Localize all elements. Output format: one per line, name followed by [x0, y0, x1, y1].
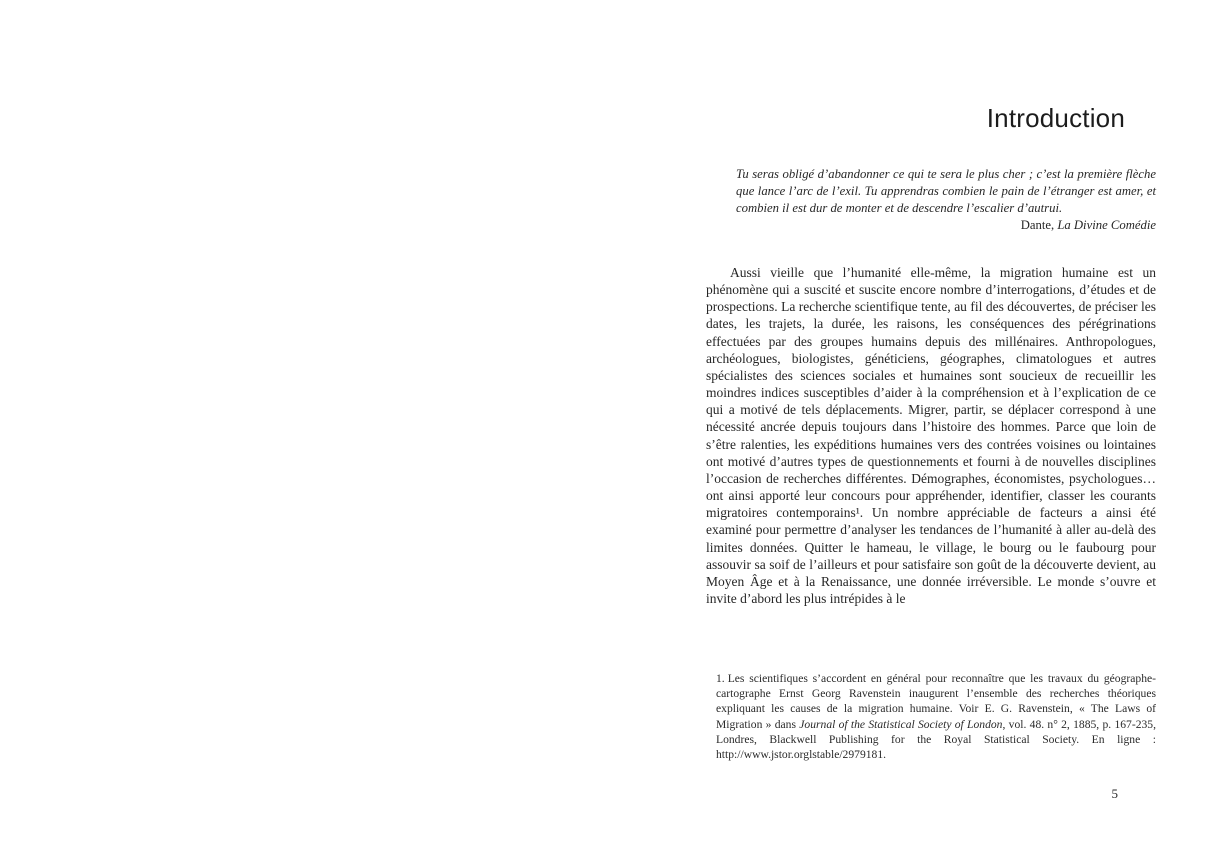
epigraph-attribution — [736, 217, 1156, 234]
footnote-journal-title: Journal of the Statistical Society of London — [799, 717, 1003, 731]
footnote-marker: 1. — [716, 672, 725, 685]
footnote-text-after: , vol. 48. n° 2, 1885, p. 167-235, Londres, Blackwell Publishing for the Royal Statistical Society. En ligne : http://www.jstor.orglstable/2979181. — [716, 717, 1156, 762]
body-paragraph: Aussi vieille que l’humanité elle-même, la migration humaine est un phénomène qui a suscité et suscite encore nombre d’interrogations, d’études et de prospections. La recherche scientifique tente, au fil des découvertes, de préciser les dates, les trajets, la durée, les raisons, les conséquences des pérégrinations effectuées par des groupes humains depuis des millénaires. Anthropologues, archéologues, biologistes, généticiens, géographes, climatologues et autres spécialistes des sciences sociales et humaines sont soucieux de recueillir les moindres indices susceptibles d’aider à la compréhension et à l’explication de ce qui a motivé de tels déplacements. Migrer, partir, se déplacer correspond à une nécessité ancrée depuis toujours dans l’histoire des hommes. Parce que loin de s’être ralenties, les expéditions humaines vers des contrées voisines ou lointaines ont motivé d’autres types de questionnements et fourni à de nouvelles disciplines l’occasion de recherches différentes. Démographes, économistes, psychologues… ont ainsi apporté leur concours pour appréhender, identifier, classer les courants migratoires contemporains¹. Un nombre appréciable de facteurs a ainsi été examiné pour permettre d’analyser les tendances de l’humanité à aller au-delà des limites données. Quitter le hameau, le village, le bourg ou le faubourg pour assouvir sa soif de l’ailleurs et pour satisfaire son goût de la découverte devient, au Moyen Âge et à la Renaissance, une donnée irréversible. Le monde s’ouvre et invite d’abord les plus intrépides à le — [706, 265, 1156, 606]
footnote — [716, 671, 1156, 762]
page-number: 5 — [1111, 786, 1118, 801]
epigraph-author: Dante, — [1020, 218, 1058, 232]
chapter-title: Introduction — [986, 103, 1125, 133]
epigraph — [736, 166, 1156, 234]
epigraph-work-title: La Divine Comédie — [1057, 218, 1156, 232]
footnote-text: Les scientifiques s’accordent en général pour reconnaître que les travaux du géographe-cartographe Ernst Georg Ravenstein inaugurent l’ensemble des recherches théoriques expliquant les causes de la migration humaine. Voir E. G. Ravenstein, « The Laws of Migration » dans — [716, 672, 1156, 731]
epigraph-quote: Tu seras obligé d’abandonner ce qui te sera le plus cher ; c’est la première flèche que lance l’arc de l’exil. Tu apprendras combien le pain de l’étranger est amer, et combien il est dur de monter et de descendre l’escalier d’autrui. — [736, 167, 1156, 215]
